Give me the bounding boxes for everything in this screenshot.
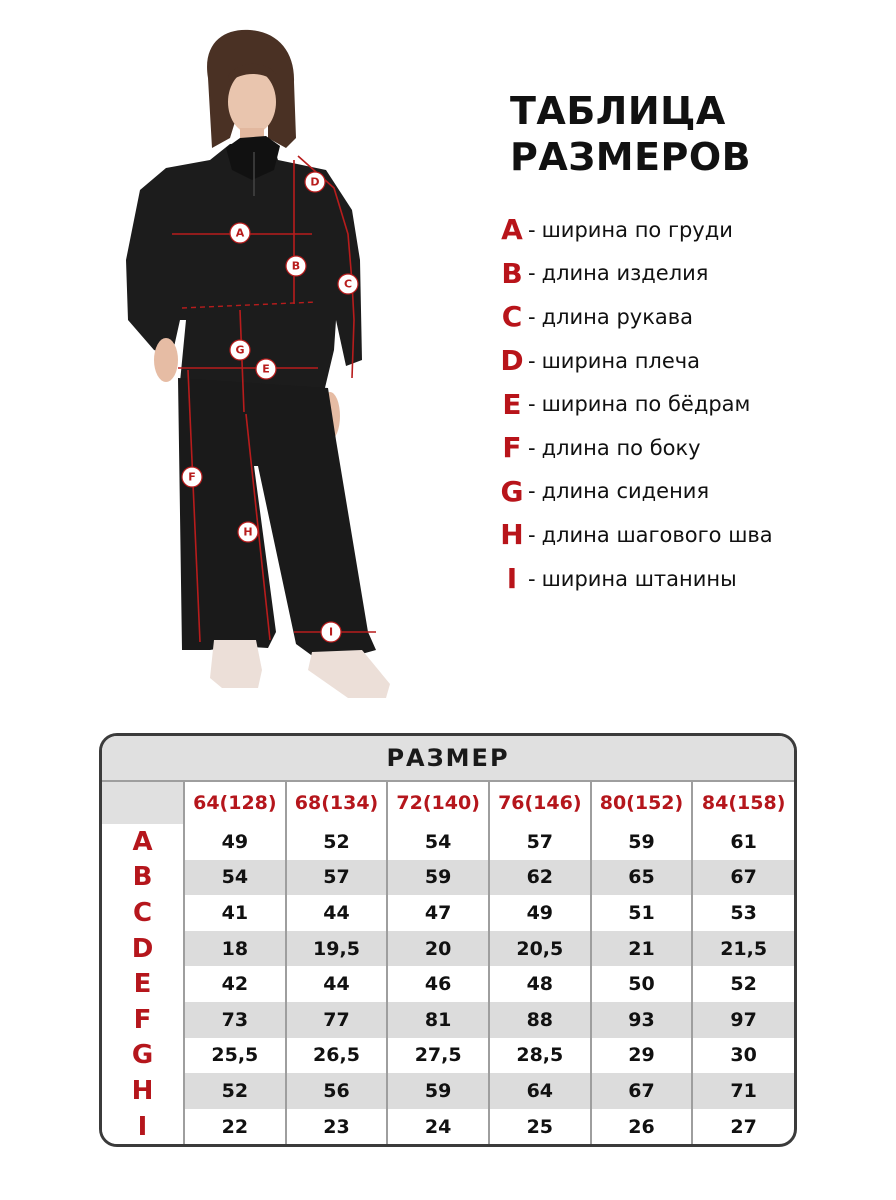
- marker-e: [256, 359, 276, 379]
- row-label: E: [102, 966, 184, 1002]
- table-cell: 88: [489, 1002, 591, 1038]
- table-cell: 57: [489, 824, 591, 860]
- table-cell: 42: [184, 966, 286, 1002]
- table-cell: 30: [730, 1044, 757, 1067]
- marker-a: [230, 223, 250, 243]
- table-cell: 53: [730, 901, 757, 924]
- table-cell: 52: [730, 973, 757, 996]
- legend-dash: -: [528, 348, 536, 373]
- table-row: [102, 895, 794, 931]
- legend-desc: ширина плеча: [541, 348, 701, 373]
- model-figure: [90, 20, 420, 700]
- legend-letter: E: [502, 387, 522, 421]
- legend-desc: длина по боку: [541, 435, 701, 460]
- legend-item-b: [498, 252, 888, 296]
- table-row: [102, 824, 794, 860]
- table-cell: 52: [286, 824, 388, 860]
- row-label: I: [102, 1109, 184, 1145]
- legend-item-d: [498, 339, 888, 383]
- table-cell: 18: [184, 931, 286, 967]
- legend-dash: -: [528, 261, 536, 286]
- legend-dash: -: [528, 566, 536, 591]
- table-cell: 44: [286, 966, 388, 1002]
- table-cell: 49: [184, 824, 286, 860]
- corner-cell: [102, 782, 184, 824]
- legend-desc: длина изделия: [541, 261, 709, 286]
- table-row: [102, 1038, 794, 1074]
- svg-text:F: F: [188, 470, 196, 484]
- svg-text:H: H: [243, 525, 253, 539]
- table-cell: 81: [387, 1002, 489, 1038]
- table-cell: 73: [184, 1002, 286, 1038]
- table-row: [102, 860, 794, 896]
- table-cell: 61: [730, 830, 757, 853]
- legend-item-f: [498, 426, 888, 470]
- legend-item-g: [498, 470, 888, 514]
- svg-text:D: D: [310, 175, 320, 189]
- legend-dash: -: [528, 392, 536, 417]
- table-cell: 27,5: [387, 1038, 489, 1074]
- table-row: [102, 931, 794, 967]
- size-column-header: 64(128): [184, 782, 286, 824]
- table-cell: 28,5: [489, 1038, 591, 1074]
- table-cell: 44: [286, 895, 388, 931]
- title-line-2: РАЗМЕРОВ: [510, 135, 752, 179]
- svg-text:E: E: [262, 362, 270, 376]
- legend-dash: -: [528, 217, 536, 242]
- marker-c: [338, 274, 358, 294]
- legend-desc: ширина по бёдрам: [541, 392, 751, 417]
- page-title: [510, 88, 751, 180]
- table-cell: 51: [591, 895, 693, 931]
- table-cell: 65: [591, 860, 693, 896]
- marker-d: [305, 172, 325, 192]
- legend-item-i: [498, 557, 888, 601]
- table-cell: 50: [591, 966, 693, 1002]
- table-cell: 77: [286, 1002, 388, 1038]
- table-cell: 21,5: [692, 931, 794, 967]
- legend-item-c: [498, 295, 888, 339]
- title-line-1: ТАБЛИЦА: [510, 89, 726, 133]
- table-cell: 21: [591, 931, 693, 967]
- svg-text:G: G: [235, 343, 245, 357]
- row-label: B: [102, 860, 184, 896]
- table-cell: 29: [591, 1038, 693, 1074]
- table-row: [102, 1002, 794, 1038]
- legend-letter: C: [501, 300, 523, 334]
- legend-item-h: [498, 513, 888, 557]
- table-cell: 71: [692, 1073, 794, 1109]
- legend-desc: длина рукава: [541, 304, 693, 329]
- size-table-header: РАЗМЕР: [102, 736, 794, 782]
- legend-desc: длина сидения: [541, 479, 710, 504]
- table-cell: 93: [591, 1002, 693, 1038]
- table-cell: 49: [489, 895, 591, 931]
- table-cell: 22: [184, 1109, 286, 1145]
- row-label: F: [102, 1002, 184, 1038]
- size-column-header: 84(158): [692, 782, 794, 824]
- marker-b: [286, 256, 306, 276]
- size-column-header: 80(152): [591, 782, 693, 824]
- model-illustration: [90, 20, 420, 700]
- marker-i: [321, 622, 341, 642]
- legend-letter: A: [501, 213, 523, 247]
- table-cell: 26: [591, 1109, 693, 1145]
- legend-dash: -: [528, 479, 536, 504]
- row-label: C: [102, 895, 184, 931]
- legend-letter: B: [501, 256, 523, 290]
- table-cell: 67: [591, 1073, 693, 1109]
- legend-desc: ширина штанины: [541, 566, 737, 591]
- marker-f: [182, 467, 202, 487]
- table-cell: 54: [387, 824, 489, 860]
- table-cell: 59: [591, 824, 693, 860]
- legend-dash: -: [528, 304, 536, 329]
- table-cell: 62: [489, 860, 591, 896]
- table-cell: 52: [184, 1073, 286, 1109]
- table-cell: 46: [387, 966, 489, 1002]
- table-cell: 27: [730, 1115, 757, 1138]
- table-cell: 56: [286, 1073, 388, 1109]
- table-cell: 67: [692, 860, 794, 896]
- size-column-header: 72(140): [387, 782, 489, 824]
- table-cell: 24: [387, 1109, 489, 1145]
- size-column-header: 68(134): [286, 782, 388, 824]
- legend-letter: F: [502, 431, 522, 465]
- legend-item-e: [498, 382, 888, 426]
- row-label: A: [102, 824, 184, 860]
- size-header-row: [102, 782, 794, 824]
- table-cell: 64: [489, 1073, 591, 1109]
- table-cell: 97: [692, 1002, 794, 1038]
- legend-letter: H: [500, 518, 524, 552]
- table-cell: 20: [387, 931, 489, 967]
- table-cell: 47: [387, 895, 489, 931]
- measurement-legend: [498, 208, 888, 600]
- table-cell: 59: [387, 1073, 489, 1109]
- table-row: [102, 966, 794, 1002]
- row-label: G: [102, 1038, 184, 1074]
- table-cell: 25: [489, 1109, 591, 1145]
- table-cell: 25,5: [184, 1038, 286, 1074]
- table-row: [102, 1073, 794, 1109]
- marker-g: [230, 340, 250, 360]
- table-cell: 20,5: [489, 931, 591, 967]
- legend-dash: -: [528, 435, 536, 460]
- table-cell: 23: [286, 1109, 388, 1145]
- size-table: [99, 733, 797, 1147]
- row-label: H: [102, 1073, 184, 1109]
- svg-text:C: C: [343, 277, 353, 291]
- table-row: [102, 1109, 794, 1145]
- legend-desc: длина шагового шва: [541, 522, 773, 547]
- svg-text:B: B: [291, 259, 301, 273]
- legend-letter: G: [500, 474, 524, 508]
- marker-h: [238, 522, 258, 542]
- table-cell: 59: [387, 860, 489, 896]
- legend-dash: -: [528, 522, 536, 547]
- legend-desc: ширина по груди: [541, 217, 733, 242]
- table-cell: 57: [286, 860, 388, 896]
- svg-text:A: A: [235, 226, 245, 240]
- table-cell: 48: [489, 966, 591, 1002]
- size-grid: [102, 782, 794, 1144]
- legend-letter: D: [500, 344, 524, 378]
- size-column-header: 76(146): [489, 782, 591, 824]
- row-label: D: [102, 931, 184, 967]
- legend-letter: I: [506, 562, 518, 596]
- legend-item-a: [498, 208, 888, 252]
- svg-text:I: I: [328, 625, 334, 639]
- table-cell: 54: [184, 860, 286, 896]
- table-cell: 19,5: [286, 931, 388, 967]
- table-cell: 26,5: [286, 1038, 388, 1074]
- table-cell: 41: [184, 895, 286, 931]
